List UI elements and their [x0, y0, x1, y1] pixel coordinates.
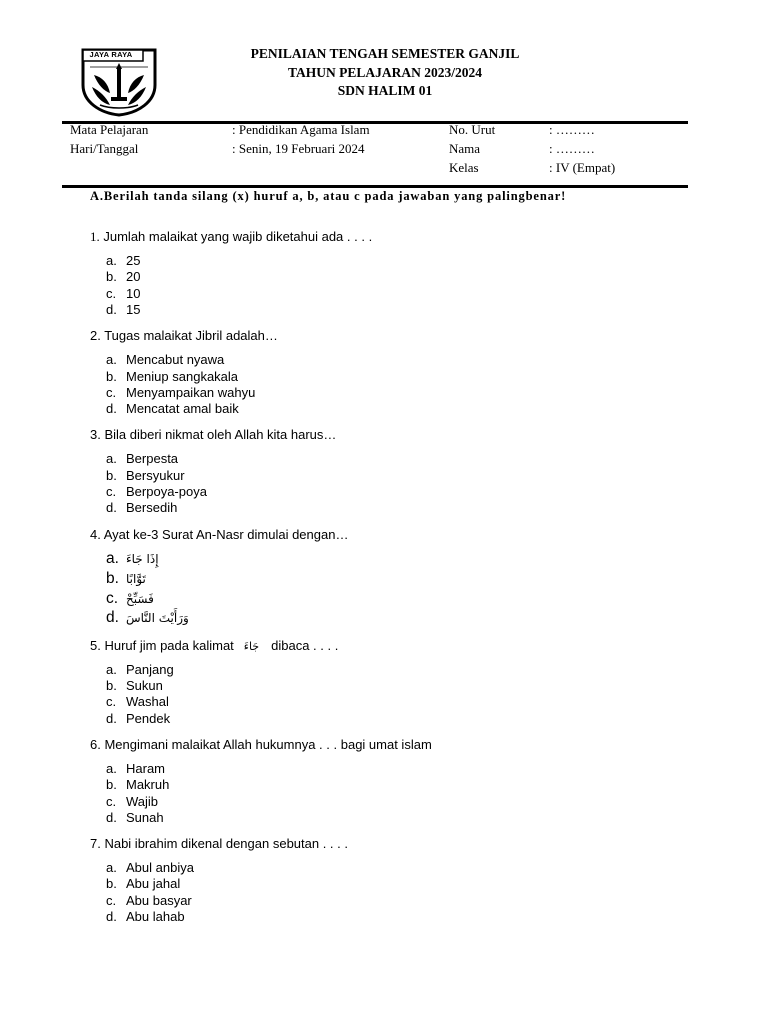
- class-value: : IV (Empat): [549, 160, 616, 175]
- subject-value: : Pendidikan Agama Islam: [232, 122, 370, 137]
- option-5d[interactable]: d. Pendek: [106, 711, 171, 726]
- option-3d[interactable]: d. Bersedih: [106, 500, 178, 515]
- question-1: [90, 229, 372, 245]
- option-6c[interactable]: c. Wajib: [106, 794, 159, 809]
- option-2a[interactable]: a. Mencabut nyawa: [106, 352, 225, 367]
- option-3b[interactable]: b. Bersyukur: [106, 468, 185, 483]
- question-number: 1.: [90, 229, 100, 244]
- option-4c[interactable]: c. فَسَبِّحْ: [106, 590, 154, 607]
- question-7: 7. Nabi ibrahim dikenal dengan sebutan . . . .: [90, 836, 348, 851]
- logo-text: JAYA RAYA: [89, 50, 133, 59]
- option-4a[interactable]: a. إِذَا جَاءَ: [106, 550, 159, 567]
- number-label: No. Urut: [449, 122, 496, 137]
- academic-year: TAHUN PELAJARAN 2023/2024: [287, 65, 482, 80]
- arabic-word: جَاءَ: [243, 640, 260, 653]
- option-5b[interactable]: b. Sukun: [106, 678, 163, 693]
- option-7c[interactable]: c. Abu basyar: [106, 893, 192, 908]
- section-instruction: A.Berilah tanda silang (x) huruf a, b, atau c pada jawaban yang palingbenar!: [90, 189, 567, 203]
- question-text-before: 5. Huruf jim pada kalimat: [90, 638, 234, 653]
- subject-label: Mata Pelajaran: [70, 122, 149, 137]
- option-1b[interactable]: b. 20: [106, 269, 141, 284]
- option-2d[interactable]: d. Mencatat amal baik: [106, 401, 239, 416]
- option-2b[interactable]: b. Meniup sangkakala: [106, 369, 239, 384]
- option-6d[interactable]: d. Sunah: [106, 810, 164, 825]
- option-2c[interactable]: c. Menyampaikan wahyu: [106, 385, 256, 400]
- option-3c[interactable]: c. Berpoya-poya: [106, 484, 207, 499]
- option-1d[interactable]: d. 15: [106, 302, 141, 317]
- school-crest-logo: [80, 47, 158, 117]
- school-name: SDN HALIM 01: [337, 83, 433, 98]
- question-text-after: dibaca . . . .: [271, 638, 339, 653]
- name-value: : ………: [549, 141, 595, 156]
- option-6b[interactable]: b. Makruh: [106, 777, 170, 792]
- option-7d[interactable]: d. Abu lahab: [106, 909, 185, 924]
- question-6: 6. Mengimani malaikat Allah hukumnya . . . bagi umat islam: [90, 737, 432, 752]
- question-text: Jumlah malaikat yang wajib diketahui ada . . . .: [103, 229, 373, 244]
- option-4d[interactable]: d. وَرَأَيْتَ النَّاسَ: [106, 609, 189, 626]
- option-5a[interactable]: a. Panjang: [106, 662, 174, 677]
- option-1c[interactable]: c. 10: [106, 286, 141, 301]
- exam-title: PENILAIAN TENGAH SEMESTER GANJIL: [250, 46, 520, 61]
- option-7a[interactable]: a. Abul anbiya: [106, 860, 194, 875]
- number-value: : ………: [549, 122, 595, 137]
- question-3: 3. Bila diberi nikmat oleh Allah kita harus…: [90, 427, 337, 442]
- question-2: 2. Tugas malaikat Jibril adalah…: [90, 328, 278, 343]
- header-divider-bottom: [62, 185, 688, 188]
- date-value: : Senin, 19 Februari 2024: [232, 141, 365, 156]
- name-label: Nama: [449, 141, 481, 156]
- option-1a[interactable]: a. 25: [106, 253, 141, 268]
- option-5c[interactable]: c. Washal: [106, 694, 169, 709]
- option-6a[interactable]: a. Haram: [106, 761, 166, 776]
- option-3a[interactable]: a. Berpesta: [106, 451, 179, 466]
- option-4b[interactable]: b. تَوَّابًا: [106, 570, 146, 587]
- class-label: Kelas: [449, 160, 479, 175]
- option-7b[interactable]: b. Abu jahal: [106, 876, 181, 891]
- question-5: [90, 638, 338, 653]
- date-label: Hari/Tanggal: [70, 141, 139, 156]
- question-4: 4. Ayat ke-3 Surat An-Nasr dimulai dengan…: [90, 527, 349, 542]
